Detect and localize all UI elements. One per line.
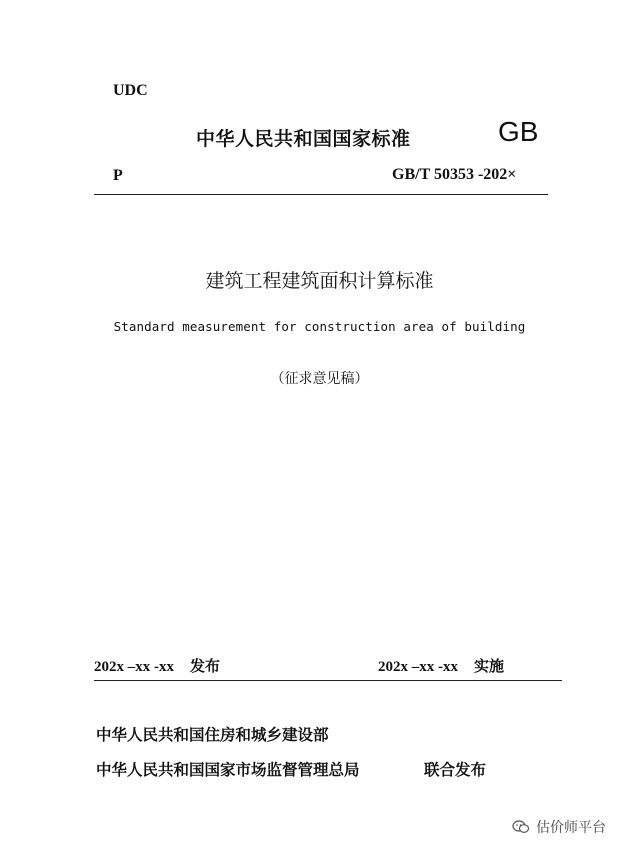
udc-label: UDC <box>113 82 148 99</box>
wechat-icon <box>512 820 530 834</box>
watermark-text: 估价师平台 <box>536 820 606 836</box>
watermark <box>512 817 606 837</box>
footer-divider <box>94 680 562 681</box>
national-standard-title: 中华人民共和国国家标准 <box>196 128 411 150</box>
issue-date-block <box>94 655 220 676</box>
issue-date: 202x –xx -xx <box>94 659 174 675</box>
document-title-english: Standard measurement for construction area of building <box>113 319 526 334</box>
joint-publish-label: 联合发布 <box>424 760 487 779</box>
classification-code: P <box>113 167 123 184</box>
implement-date-block <box>378 655 504 676</box>
issue-label: 发布 <box>190 657 221 675</box>
draft-status: （征求意见稿） <box>270 371 369 387</box>
implement-label: 实施 <box>474 657 505 675</box>
header-divider <box>94 194 548 195</box>
standard-number: GB/T 50353 -202× <box>392 166 517 183</box>
publisher-market-regulation: 中华人民共和国国家市场监督管理总局 <box>96 760 360 779</box>
gb-mark: GB <box>498 116 539 147</box>
implement-date: 202x –xx -xx <box>378 659 458 675</box>
document-title-chinese: 建筑工程建筑面积计算标准 <box>205 270 434 292</box>
publisher-ministry-housing: 中华人民共和国住房和城乡建设部 <box>96 725 329 744</box>
